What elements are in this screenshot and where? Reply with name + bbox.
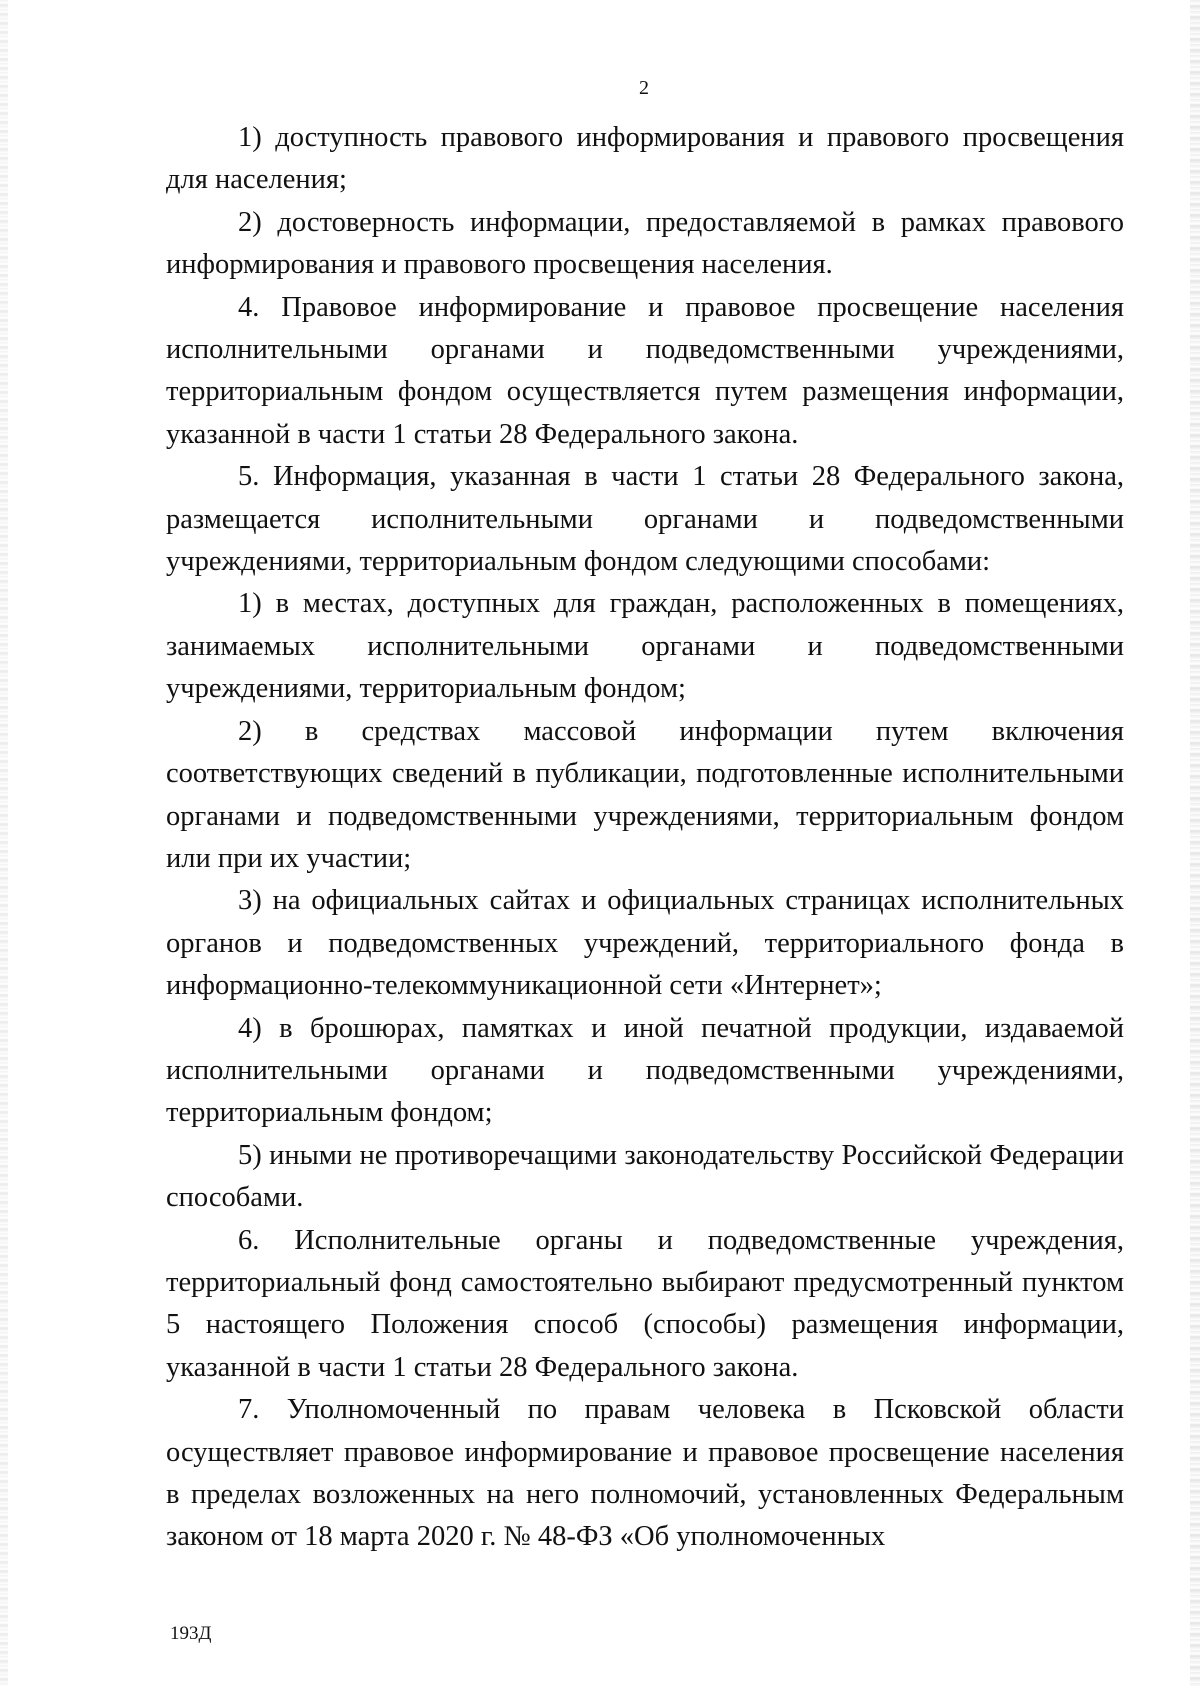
- paragraph-5: 1) в местах, доступных для граждан, расположенных в помещениях, занимаемых исполнительными органами и подведомственными учреждениями, территориальным фондом;: [166, 588, 1124, 705]
- paragraph-3: 4. Правовое информирование и правовое просвещение населения исполнительными органами и подведомственными учреждениями, территориальным фондом осуществляется путем размещения информации, указанной в части 1 статьи 28 Федерального закона.: [166, 291, 1124, 450]
- paragraph-2: 2) достоверность информации, предоставляемой в рамках правового информирования и правового просвещения населения.: [166, 206, 1124, 281]
- paragraph-4: 5. Информация, указанная в части 1 статьи 28 Федерального закона, размещается исполнительными органами и подведомственными учреждениями, территориальным фондом следующими способами:: [166, 461, 1124, 578]
- page-number: 2: [639, 77, 649, 99]
- scan-edge-right: [1190, 0, 1200, 1686]
- paragraph-7: 3) на официальных сайтах и официальных страницах исполнительных органов и подведомственных учреждений, территориального фонда в информационно-телекоммуникационной сети «Интернет»;: [166, 885, 1124, 1002]
- paragraph-1: 1) доступность правового информирования и правового просвещения для населения;: [166, 122, 1124, 196]
- paragraph-10: 6. Исполнительные органы и подведомственные учреждения, территориальный фонд самостоятельно выбирают предусмотренный пунктом 5 настоящего Положения способ (способы) размещения информации, указанной в части 1 статьи 28 Федерального закона.: [166, 1224, 1124, 1383]
- document-body: [166, 117, 1124, 1559]
- paragraph-9: 5) иными не противоречащими законодательству Российской Федерации способами.: [166, 1139, 1124, 1214]
- paragraph-11: 7. Уполномоченный по правам человека в Псковской области осуществляет правовое информирование и правовое просвещение населения в пределах возложенных на него полномочий, установленных Федеральным законом от 18 марта 2020 г. № 48-ФЗ «Об уполномоченных: [166, 1394, 1124, 1553]
- scan-edge-left: [0, 0, 8, 1686]
- footer-document-code: 193Д: [170, 1623, 212, 1644]
- paragraph-6: 2) в средствах массовой информации путем включения соответствующих сведений в публикации, подготовленные исполнительными органами и подведомственными учреждениями, территориальным фондом или при их участии;: [166, 715, 1124, 874]
- paragraph-8: 4) в брошюрах, памятках и иной печатной продукции, издаваемой исполнительными органами и подведомственными учреждениями, территориальным фондом;: [166, 1012, 1124, 1129]
